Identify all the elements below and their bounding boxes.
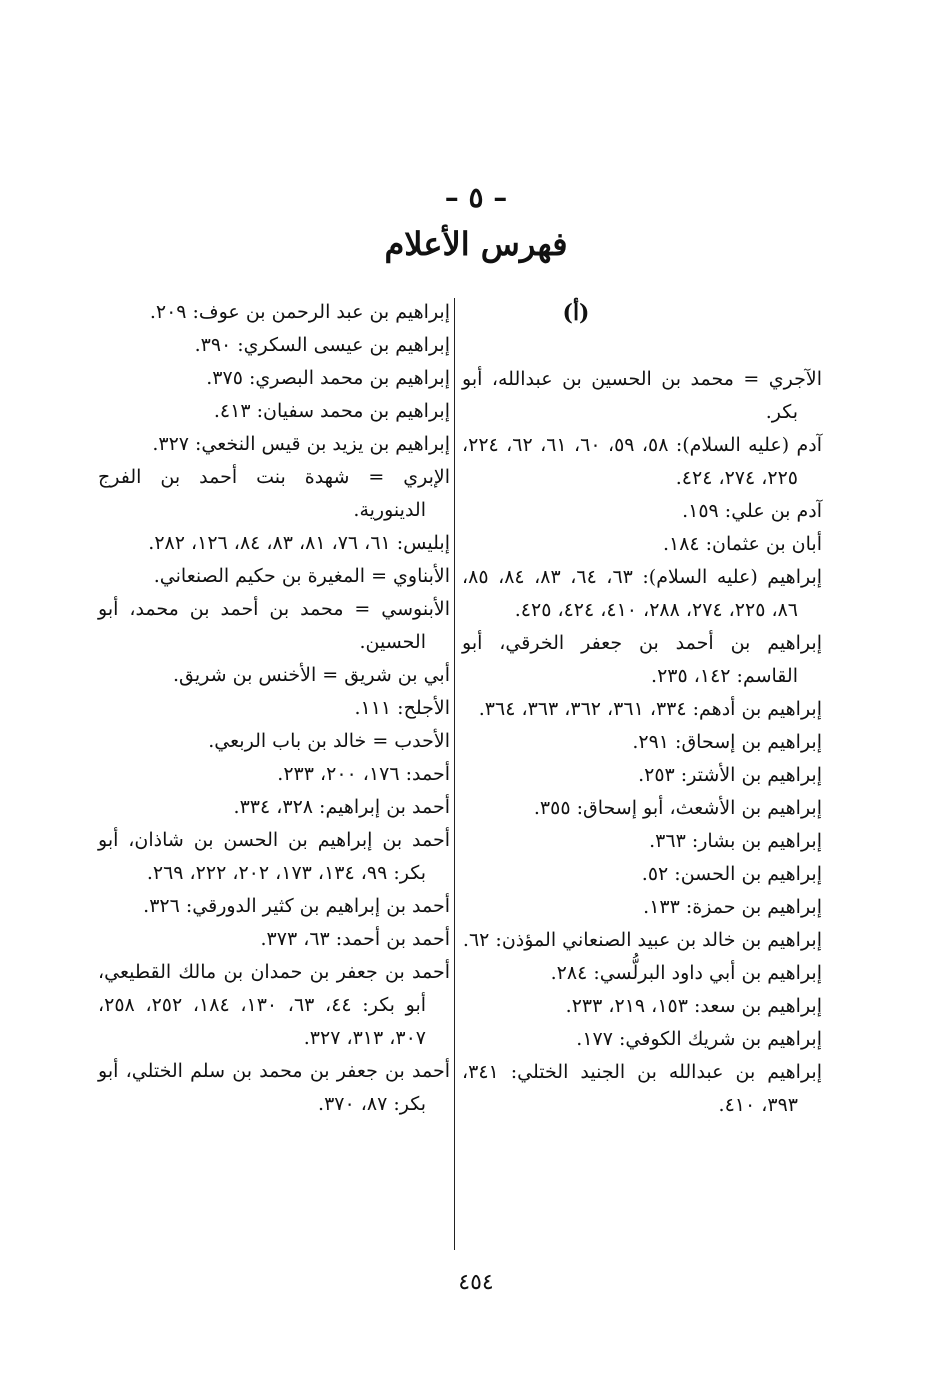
index-entry: آدم بن علي: ١٥٩. [682, 500, 822, 522]
index-entry: أحمد: ١٧٦، ٢٠٠، ٢٣٣. [277, 763, 450, 785]
section-letter: (أ) [562, 300, 590, 326]
page-title: فهرس الأعلام [384, 225, 568, 263]
column-divider [454, 298, 455, 1250]
index-entry: أحمد بن إبراهيم: ٣٢٨، ٣٣٤. [233, 796, 450, 818]
index-entry: أحمد بن أحمد: ٦٣، ٣٧٣. [260, 928, 450, 950]
index-entry: إبراهيم بن الأشعث، أبو إسحاق: ٣٥٥. [533, 797, 822, 819]
index-entry: إبراهيم بن الأشتر: ٢٥٣. [638, 764, 822, 786]
index-entry: إبراهيم بن محمد البصري: ٣٧٥. [206, 367, 450, 389]
index-entry: إبراهيم بن عبد الرحمن بن عوف: ٢٠٩. [149, 301, 450, 323]
index-entry: إبراهيم بن بشار: ٣٦٣. [649, 830, 822, 852]
index-entry: إبراهيم (عليه السلام): ٦٣، ٦٤، ٨٣، ٨٤، ٨٥، ٨٦، ٢٢٥، ٢٧٤، ٢٨٨، ٤١٠، ٤٢٤، ٤٢٥. [462, 566, 823, 621]
index-entry: إبراهيم بن حمزة: ١٣٣. [643, 896, 822, 918]
index-entry: إبراهيم بن إسحاق: ٢٩١. [632, 731, 822, 753]
index-entry: إبراهيم بن سعد: ١٥٣، ٢١٩، ٢٣٣. [565, 995, 822, 1017]
index-entry: الآجري = محمد بن الحسين بن عبدالله، أبو بكر. [462, 368, 822, 423]
index-entry: إبراهيم بن أبي داود البرلُّسي: ٢٨٤. [550, 962, 822, 984]
index-entry: إبراهيم بن محمد سفيان: ٤١٣. [213, 400, 450, 422]
index-entry: إبليس: ٦١، ٧٦، ٨١، ٨٣، ٨٤، ١٢٦، ٢٨٢. [148, 532, 450, 554]
index-entry: الأبناوي = المغيرة بن حكيم الصنعاني. [153, 565, 450, 587]
index-entry: إبراهيم بن عيسى السكري: ٣٩٠. [194, 334, 450, 356]
index-entry: أحمد بن إبراهيم بن كثير الدورقي: ٣٢٦. [143, 895, 450, 917]
index-column-right [462, 296, 822, 1122]
index-entry: الإبري = شهدة بنت أحمد بن الفرج الدينورية. [98, 466, 450, 521]
index-entry: إبراهيم بن أحمد بن جعفر الخرقي، أبو القاسم: ١٤٢، ٢٣٥. [462, 632, 822, 687]
index-entry: الأحدب = خالد بن باب الربعي. [208, 730, 450, 752]
index-entry: أبان بن عثمان: ١٨٤. [662, 533, 822, 555]
page-header [0, 178, 952, 268]
index-entry: إبراهيم بن عبدالله بن الجنيد الختلي: ٣٤١، ٣٩٣، ٤١٠. [462, 1061, 822, 1116]
index-entry: أبي بن شريق = الأخنس بن شريق. [173, 664, 450, 686]
index-entry: إبراهيم بن أدهم: ٣٣٤، ٣٦١، ٣٦٢، ٣٦٣، ٣٦٤. [478, 698, 822, 720]
index-entry: إبراهيم بن يزيد بن قيس النخعي: ٣٢٧. [152, 433, 450, 455]
index-entry: إبراهيم بن شريك الكوفي: ١٧٧. [576, 1028, 822, 1050]
page-number: ٤٥٤ [458, 1270, 494, 1295]
index-entry: أحمد بن جعفر بن حمدان بن مالك القطيعي، أبو بكر: ٤٤، ٦٣، ١٣٠، ١٨٤، ٢٥٢، ٢٥٨، ٣٠٧، ٣١٣، ٣٢٧. [98, 961, 450, 1049]
index-entry: إبراهيم بن خالد بن عبيد الصنعاني المؤذن: ٦٢. [462, 929, 822, 951]
index-entry: أحمد بن إبراهيم بن الحسن بن شاذان، أبو بكر: ٩٩، ١٣٤، ١٧٣، ٢٠٢، ٢٢٢، ٢٦٩. [98, 829, 450, 884]
index-entry: أحمد بن جعفر بن محمد بن سلم الختلي، أبو بكر: ٨٧، ٣٧٠. [98, 1060, 450, 1115]
index-column-left [98, 296, 450, 1121]
section-number: – ٥ – [444, 181, 508, 214]
index-entry: الأبنوسي = محمد بن أحمد بن محمد، أبو الحسين. [98, 598, 450, 653]
index-entry: آدم (عليه السلام): ٥٨، ٥٩، ٦٠، ٦١، ٦٢، ٢٢٤، ٢٢٥، ٢٧٤، ٤٢٤. [462, 434, 822, 489]
index-entry: إبراهيم بن الحسن: ٥٢. [641, 863, 822, 885]
index-entry: الأجلح: ١١١. [354, 697, 450, 719]
